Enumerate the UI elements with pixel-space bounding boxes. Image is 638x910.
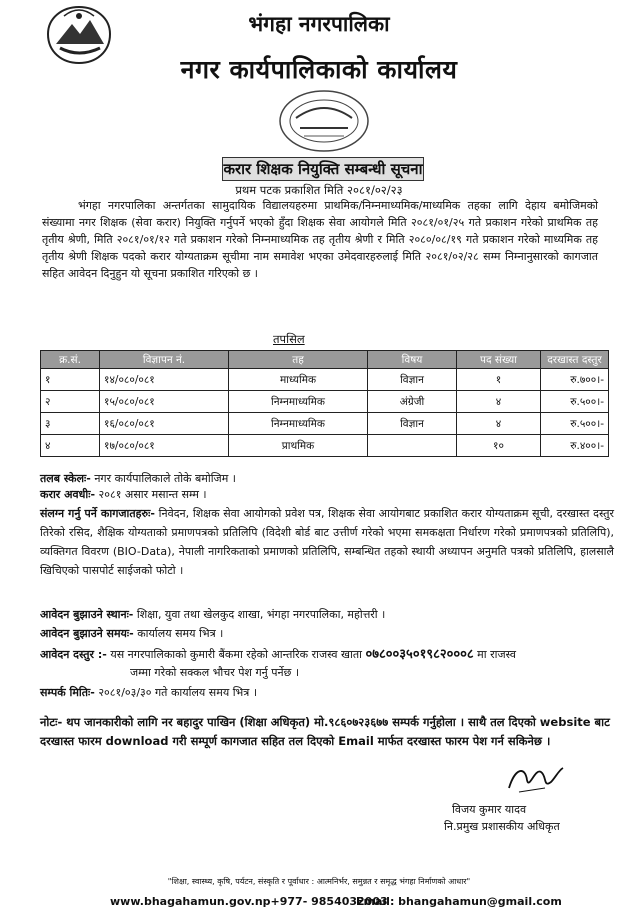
salary-value: नगर कार्यपालिकाले तोके बमोजिम ।: [94, 472, 236, 485]
table-row: [41, 369, 609, 391]
cell-fee: रु.७००।-: [541, 369, 609, 391]
time-line: [40, 625, 610, 642]
signatory-name: विजय कुमार यादव: [452, 803, 527, 816]
col-ad-no: विज्ञापन नं.: [100, 351, 229, 369]
cell-posts: ४: [457, 413, 541, 435]
office-name: नगर कार्यपालिकाको कार्यालय: [180, 55, 458, 84]
cell-ad-no: १६/०८०/०८१: [100, 413, 229, 435]
publication-date: प्रथम पटक प्रकाशित मिति २०८१/०२/२३: [235, 183, 403, 197]
cell-fee: रु.५००।-: [541, 391, 609, 413]
contact-label: सम्पर्क मितिः-: [40, 686, 95, 699]
salary-label: तलब स्केलः-: [40, 472, 91, 485]
footer-email: Email: bhangahamun@gmail.com: [356, 895, 562, 908]
table-row: [41, 391, 609, 413]
documents-block: [40, 504, 614, 580]
table-header-row: [41, 351, 609, 369]
time-label: आवेदन बुझाउने समयः-: [40, 627, 134, 640]
cell-sn: १: [41, 369, 100, 391]
cell-posts: ४: [457, 391, 541, 413]
signatory-title: नि.प्रमुख प्रशासकीय अधिकृत: [444, 820, 560, 833]
note-paragraph: नोटः- थप जानकारीको लागि नर बहादुर पाखिन (शिक्षा अधिकृत) मो.९८६०७२३६७७ सम्पर्क गर्नुहोला । साथै तल दिएको website बाट दरखास्त फारम download गरी सम्पूर्ण कागजात सहित तल दिएको Email मार्फत दरखास्त फारम पेश गर्न सकिनेछ ।: [40, 715, 610, 748]
col-posts: पद संख्या: [457, 351, 541, 369]
col-level: तह: [229, 351, 368, 369]
documents-value: निवेदन, शिक्षक सेवा आयोगको प्रवेश पत्र, शिक्षक सेवा आयोगबाट प्रकाशित करार योग्यताक्रम सूची, दरखास्त दस्तुर तिरेको रसिद, शैक्षिक योग्यताको प्रमाणपत्रको प्रतिलिपि (विदेशी बोर्ड बाट उत्तीर्ण गरेको भएमा समकक्षता निर्धारण गरेको प्रमाणपत्रको प्रतिलिपि), व्यक्तिगत विवरण (BIO-Data), नेपाली नागरिकताको प्रमाणको प्रतिलिपि, सम्बन्धित तहको स्थायी अध्यापन अनुमति पत्रको प्रतिलिपि, हालसालै खिचिएको पासपोर्ट साईजको फोटो ।: [40, 507, 615, 577]
cell-sn: ४: [41, 435, 100, 457]
table-caption: तपसिल: [273, 332, 305, 346]
fee-label: आवेदन दस्तुर :-: [40, 648, 107, 661]
contact-line: [40, 684, 610, 701]
documents-label: संलग्न गर्नु पर्ने कागजातहरुः-: [40, 507, 155, 520]
table-row: [41, 435, 609, 457]
slogan: "शिक्षा, स्वास्थ्य, कृषि, पर्यटन, संस्कृति र पूर्वाधार : आत्मनिर्भर, समुन्नत र समृद्ध भंगहा निर्माणको आधार": [167, 877, 471, 886]
office-stamp-icon: [278, 88, 370, 154]
notice-title: करार शिक्षक नियुक्ति सम्बन्धी सूचना: [222, 157, 424, 181]
cell-level: निम्नमाध्यमिक: [229, 391, 368, 413]
term-value: २०८१ असार मसान्त सम्म ।: [98, 488, 207, 501]
cell-level: माध्यमिक: [229, 369, 368, 391]
vacancy-table: [40, 350, 609, 457]
cell-fee: रु.५००।-: [541, 413, 609, 435]
cell-subject: विज्ञान: [368, 413, 457, 435]
cell-subject: अंग्रेजी: [368, 391, 457, 413]
cell-posts: १०: [457, 435, 541, 457]
municipality-name: भंगहा नगरपालिका: [248, 12, 390, 36]
cell-subject: विज्ञान: [368, 369, 457, 391]
fee-account-number: ०७८००३५०१९८२०००८: [365, 647, 474, 662]
cell-ad-no: १५/०८०/०८१: [100, 391, 229, 413]
col-fee: दरखास्त दस्तुर: [541, 351, 609, 369]
contact-value: २०८१/०३/३० गते कार्यालय समय भित्र ।: [98, 686, 258, 699]
term-line: [40, 486, 610, 503]
cell-ad-no: १४/०८०/०८१: [100, 369, 229, 391]
cell-sn: २: [41, 391, 100, 413]
cell-subject: [368, 435, 457, 457]
cell-fee: रु.४००।-: [541, 435, 609, 457]
place-label: आवेदन बुझाउने स्थानः-: [40, 608, 134, 621]
cell-sn: ३: [41, 413, 100, 435]
term-label: करार अवधीः-: [40, 488, 96, 501]
fee-value-3: जम्मा गरेको सक्कल भौचर पेश गर्नु पर्नेछ ।: [130, 666, 300, 679]
intro-paragraph: भंगहा नगरपालिका अन्तर्गतका सामुदायिक विद्यालयहरुमा प्राथमिक/निम्नमाध्यमिक/माध्यमिक तहका लागि देहाय बमोजिमको संख्यामा नगर शिक्षक (सेवा करार) नियुक्ति गर्नुपर्ने भएको हुँदा शिक्षक सेवा आयोगले मिति २०८१/०१/२५ गते प्रकाशन गरेको प्राथमिक तह तृतीय श्रेणी, मिति २०८१/०१/१२ गते प्रकाशन गरेको निम्नमाध्यमिक तह तृतीय श्रेणी र मिति २०८०/०८/१९ गते प्रकाशन गरेको माध्यमिक तह तृतीय श्रेणी शिक्षक पदको करार योग्यताक्रम सूचीमा नाम समावेश भएका उमेदवारहरुलाई मिति २०८१/०२/२८ सम्म निम्नानुसारको कागजात सहित आवेदन दिनुहुन यो सूचना प्रकाशित गरिएको छ ।: [42, 199, 598, 280]
table-row: [41, 413, 609, 435]
footer-website-phone: www.bhagahamun.gov.np+977- 9854032003: [110, 895, 388, 908]
fee-line-cont: [130, 664, 610, 681]
fee-value-2: मा राजस्व: [477, 648, 517, 661]
place-value: शिक्षा, युवा तथा खेलकुद शाखा, भंगहा नगरपालिका, महोत्तरी ।: [136, 608, 386, 621]
signature-icon: [505, 758, 565, 798]
cell-ad-no: १७/०८०/०८१: [100, 435, 229, 457]
fee-value-1: यस नगरपालिकाको कुमारी बैंकमा रहेको आन्तरिक राजस्व खाता: [110, 648, 362, 661]
salary-line: [40, 470, 610, 487]
fee-line: [40, 646, 610, 663]
place-line: [40, 606, 610, 623]
cell-posts: १: [457, 369, 541, 391]
cell-level: निम्नमाध्यमिक: [229, 413, 368, 435]
col-subject: विषय: [368, 351, 457, 369]
time-value: कार्यालय समय भित्र ।: [137, 627, 224, 640]
col-sn: क्र.सं.: [41, 351, 100, 369]
cell-level: प्राथमिक: [229, 435, 368, 457]
